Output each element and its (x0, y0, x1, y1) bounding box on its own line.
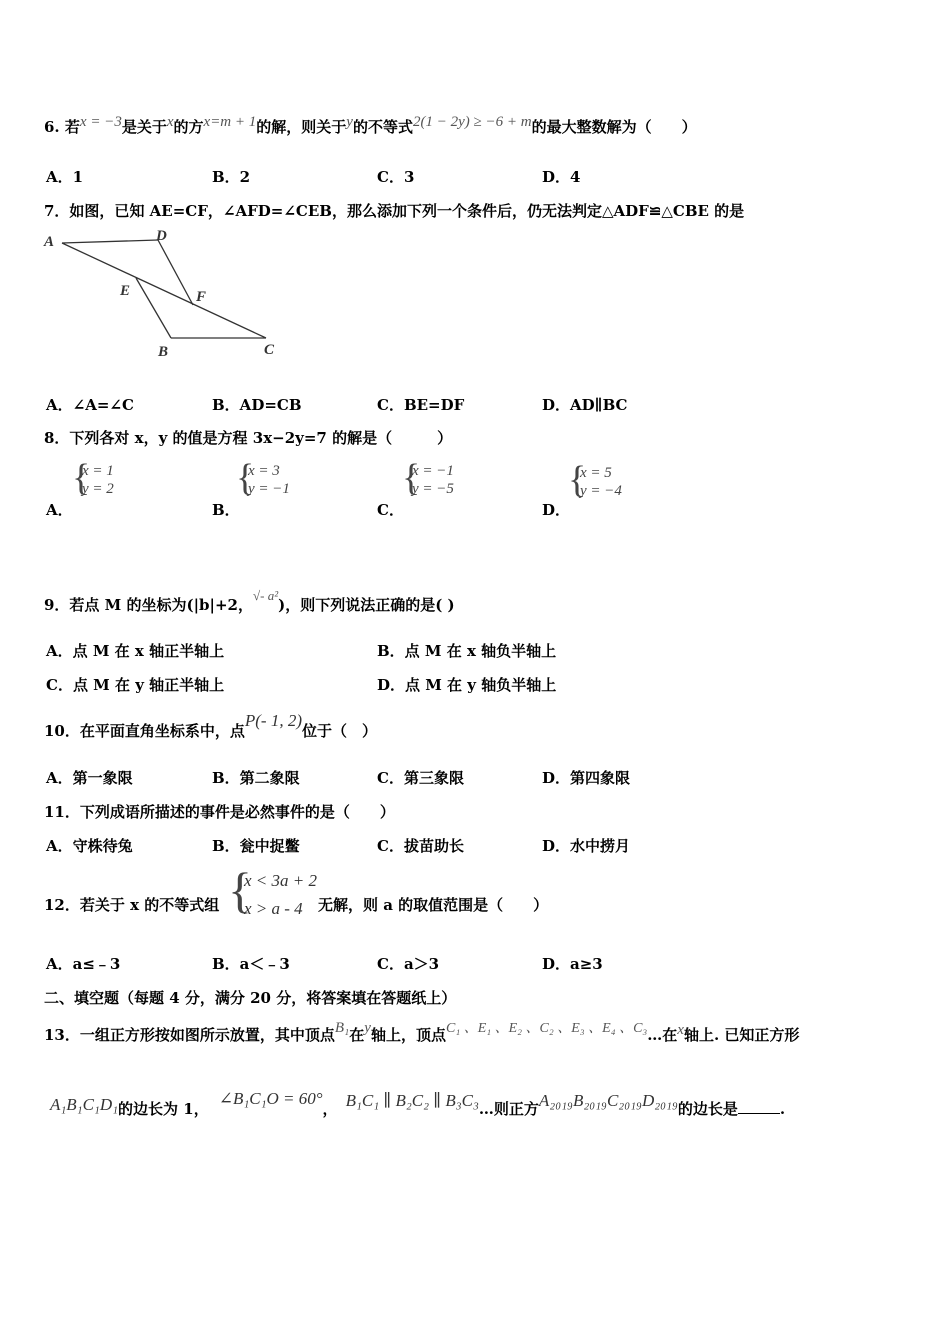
q6-math-1: x = −3 (79, 114, 122, 130)
q11-option-c: C．拔苗助长 (377, 837, 464, 855)
q11-option-a: A．守株待兔 (46, 837, 133, 855)
q8-option-b-system (248, 462, 290, 498)
q13-text-10: . (779, 1100, 786, 1118)
q7-segment-ac (62, 243, 266, 338)
q13-text-2: 在 (349, 1026, 365, 1044)
q7-option-c: C．BE=DF (377, 396, 465, 414)
q8-option-a-system (82, 462, 114, 498)
q6-text-5: 的不等式 (352, 118, 413, 136)
q8-option-c-letter: C． (377, 501, 404, 519)
q8-b-eq2: y = −1 (248, 481, 290, 497)
q6-number: 6. (44, 118, 60, 136)
q10-option-b: B．第二象限 (212, 769, 300, 787)
q7-label-f: F (196, 289, 207, 305)
q13-text-1: 13．一组正方形按如图所示放置，其中顶点 (44, 1026, 335, 1044)
q13-text-5: 轴上. 已知正方形 (683, 1026, 800, 1044)
q8-option-c-system (412, 462, 454, 498)
q8-option-b-letter: B． (212, 501, 240, 519)
q11-option-b: B．瓮中捉鳖 (212, 837, 300, 855)
q8-c-eq1: x = −1 (412, 463, 454, 479)
q7-segment-eb (136, 278, 171, 338)
q12-ineq-1: x < 3a + 2 (244, 871, 317, 890)
q13-text-8: …则正方 (478, 1100, 539, 1118)
q10-text-1: 10．在平面直角坐标系中，点 (44, 722, 245, 740)
q7-stem: 7．如图，已知 AE=CF，∠AFD=∠CEB，那么添加下列一个条件后，仍无法判定△ADF≌△CBE 的是 (44, 202, 745, 220)
q12-option-d: D．a≥3 (542, 955, 603, 973)
q8-d-eq1: x = 5 (580, 465, 612, 481)
q9-text-2: )，则下列说法正确的是( ) (278, 596, 455, 614)
q7-label-d: D (156, 228, 167, 244)
q13-math-points: C₁ 、E₁ 、E₂ 、C₂ 、E₃ 、E₄ 、C₃ (445, 1021, 648, 1036)
q11-stem: 11．下列成语所描述的事件是必然事件的是（ ） (44, 803, 395, 821)
q6-stem (44, 116, 697, 137)
q13-math-b1: B₁ (334, 1020, 350, 1036)
q13-text-9: 的边长是 (677, 1100, 738, 1118)
q6-math-5: 2(1 − 2y) ≥ −6 + m (412, 114, 532, 130)
q6-text-2: 是关于 (121, 118, 167, 136)
q13-math-square-1: A₁B₁C₁D₁ (50, 1095, 119, 1114)
q13-math-x: x (677, 1022, 684, 1038)
q13-math-angle: ∠B₁C₁O = 60° (218, 1089, 323, 1108)
q7-label-e: E (120, 283, 131, 299)
q7-option-a: A．∠A=∠C (46, 396, 134, 414)
q6-math-2: x (166, 114, 174, 130)
q9-option-c: C．点 M 在 y 轴正半轴上 (46, 676, 225, 694)
q10-option-d: D．第四象限 (542, 769, 631, 787)
q13-answer-blank[interactable] (738, 1099, 780, 1114)
q12-ineq-2: x > a - 4 (244, 899, 303, 918)
q13-line-2 (50, 1089, 786, 1119)
q13-text-3: 轴上，顶点 (370, 1026, 446, 1044)
q8-d-eq2: y = −4 (580, 483, 622, 499)
q8-c-eq2: y = −5 (412, 481, 454, 497)
q10-option-a: A．第一象限 (46, 769, 133, 787)
q6-option-a: A．1 (46, 168, 84, 186)
q8-a-eq2: y = 2 (82, 481, 114, 497)
q12-stem-2: 无解，则 a 的取值范围是（ ） (318, 896, 549, 914)
q8-b-brace: { (236, 457, 255, 499)
q10-math-point: P(- 1, 2) (244, 711, 303, 730)
q6-text-6: 的最大整数解为（ ） (531, 118, 697, 136)
q9-math-sqrt: √- a² (253, 588, 279, 603)
q8-a-brace: { (72, 457, 91, 499)
q8-option-d-letter: D． (542, 501, 571, 519)
q8-option-a-letter: A． (46, 501, 73, 519)
q9-stem (44, 588, 455, 615)
q9-option-a: A．点 M 在 x 轴正半轴上 (46, 642, 225, 660)
q8-a-eq1: x = 1 (82, 463, 114, 479)
q9-option-b: B．点 M 在 x 轴负半轴上 (377, 642, 557, 660)
q7-label-b: B (158, 344, 169, 360)
q12-system (244, 867, 317, 923)
q7-figure (40, 225, 290, 365)
q13-math-parallel: B₁C₁ ∥ B₂C₂ ∥ B₃C₃ (345, 1091, 479, 1110)
q13-text-7: ， (322, 1100, 338, 1118)
q8-c-brace: { (402, 457, 421, 499)
q9-option-d: D．点 M 在 y 轴负半轴上 (377, 676, 557, 694)
q7-label-a: A (44, 234, 55, 250)
q7-option-d: D．AD∥BC (542, 396, 628, 414)
q6-option-d: D．4 (542, 168, 581, 186)
q8-d-brace: { (568, 459, 587, 501)
q7-option-b: B．AD=CB (212, 396, 302, 414)
q6-math-4: y (346, 114, 353, 130)
q6-math-3: x=m + 1 (203, 114, 257, 130)
q6-text-4: 的解，则关于 (256, 118, 347, 136)
q8-option-d-system (580, 464, 622, 500)
q13-text-6: 的边长为 1， (118, 1100, 209, 1118)
q6-text-3: 的方 (173, 118, 204, 136)
q8-stem: 8．下列各对 x，y 的值是方程 3x−2y=7 的解是（ ） (44, 429, 453, 447)
q8-b-eq1: x = 3 (248, 463, 280, 479)
q7-segment-ad (62, 240, 158, 243)
q6-text-1: 若 (64, 118, 80, 136)
q6-option-c: C．3 (377, 168, 415, 186)
q12-option-c: C．a＞3 (377, 955, 440, 973)
q6-option-b: B．2 (212, 168, 251, 186)
q12-option-a: A．a≤﹣3 (46, 955, 121, 973)
q7-label-c: C (264, 342, 275, 358)
q12-option-b: B．a＜﹣3 (212, 955, 290, 973)
q13-line-1 (44, 1020, 800, 1045)
q12-stem-1: 12．若关于 x 的不等式组 (44, 896, 220, 914)
q9-text-1: 9．若点 M 的坐标为(|b|+2， (44, 596, 253, 614)
q13-math-y: y (364, 1020, 371, 1036)
q13-text-4: …在 (647, 1026, 678, 1044)
q12-brace: { (228, 862, 252, 918)
section-2-title: 二、填空题（每题 4 分，满分 20 分，将答案填在答题纸上） (44, 989, 457, 1007)
q10-stem (44, 711, 378, 741)
q10-text-2: 位于（ ） (302, 722, 378, 740)
q13-math-square-2019: A₂₀₁₉B₂₀₁₉C₂₀₁₉D₂₀₁₉ (538, 1091, 678, 1110)
q11-option-d: D．水中捞月 (542, 837, 631, 855)
q10-option-c: C．第三象限 (377, 769, 464, 787)
